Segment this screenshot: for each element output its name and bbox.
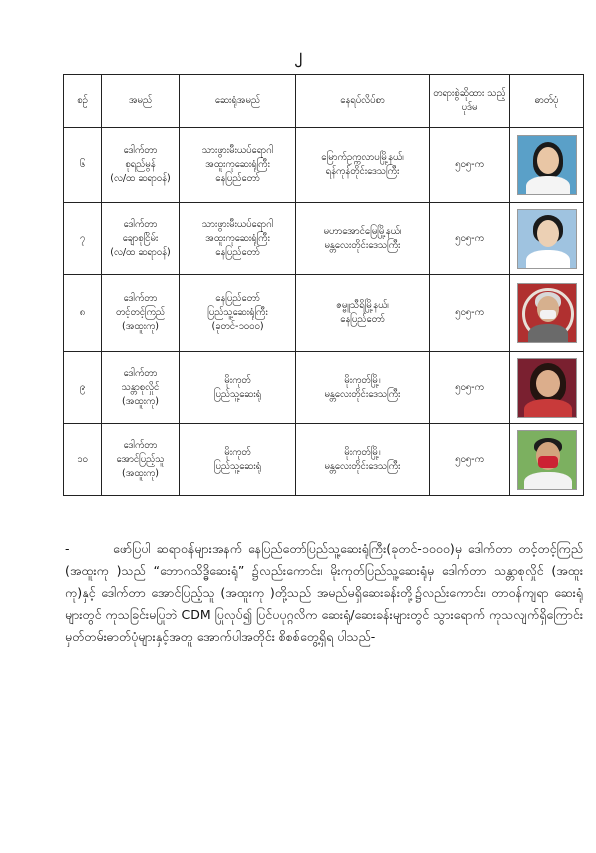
cell-photo: [510, 424, 584, 496]
cell-section: ၅၀၅-က: [430, 352, 510, 424]
cell-address: [296, 128, 430, 203]
name-title: ဒေါက်တာ: [123, 439, 158, 451]
table-row: [64, 275, 584, 352]
address-line: ရန်ကုန်တိုင်းဒေသကြီး: [325, 166, 400, 177]
name-title: ဒေါက်တာ: [123, 367, 158, 379]
address-line: မန္တလေးတိုင်းဒေသကြီး: [324, 239, 401, 251]
name-title: ဒေါက်တာ: [123, 218, 158, 230]
address-line: မိုးကုတ်မြို့၊: [344, 446, 381, 458]
hospital-line: (ခုတင်-၁၀၀၀): [211, 321, 264, 332]
hospital-line: နေပြည်တော်: [215, 173, 260, 184]
cell-hospital: [180, 424, 296, 496]
cell-no: ၁၀: [64, 424, 102, 496]
cell-address: [296, 203, 430, 275]
table-row: [64, 203, 584, 275]
name-rank: (အထူးကု): [121, 395, 160, 407]
header-photo: ဓာတ်ပုံ: [510, 75, 584, 128]
address-line: မန္တလေးတိုင်းဒေသကြီး: [324, 388, 401, 400]
cell-hospital: [180, 275, 296, 352]
photo-portrait: [517, 135, 577, 195]
cell-hospital: [180, 128, 296, 203]
name-rank: (အထူးကု): [121, 321, 160, 332]
cell-no: ၉: [64, 352, 102, 424]
cell-name: [102, 424, 180, 496]
name-title: ဒေါက်တာ: [123, 145, 158, 156]
address-line: မဟာအောင်မြေမြို့နယ်၊: [323, 225, 402, 237]
address-line: မြောက်ဥက္ကလာပမြို့နယ်၊: [321, 152, 404, 163]
cell-hospital: [180, 203, 296, 275]
name-rank: (အထူးကု): [121, 467, 160, 479]
paragraph-text: ဖော်ပြပါ ဆရာဝန်များအနက် နေပြည်တော်ပြည်သူ့ဆေးရုံကြီး(ခုတင်-၁၀၀၀)မှ ဒေါက်တာ တင့်တင့်ကြည် (အထူးကု )သည် “ဘောဂသိဒ္ဓိဆေးရုံ” ၌လည်းကောင်း၊ မိုးကုတ်ပြည်သူ့ဆေးရုံမှ ဒေါက်တာ သန္တာစုလှိုင် (အထူးကု)နှင့် ဒေါက်တာ အောင်ပြည့်သူ (အထူးကု )တို့သည် အမည်မရှိဆေးခန်းတို့၌လည်းကောင်း၊ တာဝန်ကျရာ ဆေးရုံများတွင် ကုသခြင်းမပြုဘဲ CDM ပြုလုပ်၍ ပြင်ပပုဂ္ဂလိက ဆေးရုံ/ဆေးခန်းများတွင် သွားရောက် ကုသလျက်ရှိကြောင်း မှတ်တမ်းဓာတ်ပုံများနှင့်အတူ အောက်ပါအတိုင်း စိစစ်တွေ့ရှိရ ပါသည်-: [65, 541, 583, 644]
cell-no: ၆: [64, 128, 102, 203]
cell-address: [296, 424, 430, 496]
page-number: ၂: [294, 46, 302, 64]
photo-portrait: [517, 283, 577, 343]
cell-name: [102, 203, 180, 275]
cell-photo: [510, 128, 584, 203]
address-line: မန္တလေးတိုင်းဒေသကြီး: [324, 460, 401, 472]
address-line: ဇမ္ဗူသီရိမြို့နယ်၊: [336, 300, 389, 311]
hospital-line: အထူးကုဆေးရုံကြီး: [205, 159, 270, 170]
report-paragraph: [65, 538, 583, 648]
table-row: [64, 128, 584, 203]
cell-address: [296, 275, 430, 352]
name-value: အောင်ပြည့်သူ: [116, 453, 165, 465]
cell-name: [102, 275, 180, 352]
cell-section: ၅၀၅-က: [430, 128, 510, 203]
cell-photo: [510, 275, 584, 352]
table-row: [64, 352, 584, 424]
cell-name: [102, 352, 180, 424]
hospital-line: သားဖွားမီးယပ်ရောဂါ: [201, 145, 274, 156]
name-rank: (လ/ထ ဆရာဝန်): [110, 173, 171, 184]
cell-section: ၅၀၅-က: [430, 275, 510, 352]
cell-hospital: [180, 352, 296, 424]
header-no: စဉ်: [64, 75, 102, 128]
name-value: ချောစုငြိမ်း: [122, 232, 159, 244]
name-title: ဒေါက်တာ: [123, 293, 158, 304]
cell-section: ၅၀၅-က: [430, 203, 510, 275]
cell-photo: [510, 203, 584, 275]
photo-portrait: [517, 209, 577, 269]
cell-no: ၇: [64, 203, 102, 275]
photo-portrait: [517, 358, 577, 418]
paragraph-dash: -: [65, 541, 70, 556]
hospital-line: ပြည်သူ့ဆေးရုံ: [213, 460, 262, 472]
header-section: တရားစွဲဆိုထား သည့်ပုဒ်မ: [430, 75, 510, 128]
staff-table: [63, 74, 584, 496]
address-line: မိုးကုတ်မြို့၊: [344, 374, 381, 386]
hospital-line: နေပြည်တော်: [215, 246, 260, 258]
name-value: တင့်တင့်ကြည်: [115, 307, 166, 318]
cell-no: ၈: [64, 275, 102, 352]
hospital-line: မိုးကုတ်: [224, 374, 251, 386]
hospital-line: မိုးကုတ်: [224, 446, 251, 458]
hospital-line: ပြည်သူ့ဆေးရုံကြီး: [207, 307, 268, 318]
header-name: အမည်: [102, 75, 180, 128]
cell-section: ၅၀၅-က: [430, 424, 510, 496]
hospital-line: သားဖွားမီးယပ်ရောဂါ: [201, 218, 274, 230]
name-rank: (လ/ထ ဆရာဝန်): [110, 246, 171, 258]
name-value: စုရည်မွန်: [125, 159, 156, 170]
cell-address: [296, 352, 430, 424]
hospital-line: နေပြည်တော်: [215, 293, 260, 304]
cell-name: [102, 128, 180, 203]
photo-portrait: [517, 430, 577, 490]
header-address: နေရပ်လိပ်စာ: [296, 75, 430, 128]
header-hospital: ဆေးရုံအမည်: [180, 75, 296, 128]
hospital-line: အထူးကုဆေးရုံကြီး: [205, 232, 270, 244]
hospital-line: ပြည်သူ့ဆေးရုံ: [213, 388, 262, 400]
name-value: သန္တာစုလှိုင်: [121, 381, 160, 393]
table-header-row: [64, 75, 584, 128]
address-line: နေပြည်တော်: [340, 314, 385, 325]
cell-photo: [510, 352, 584, 424]
table-row: [64, 424, 584, 496]
